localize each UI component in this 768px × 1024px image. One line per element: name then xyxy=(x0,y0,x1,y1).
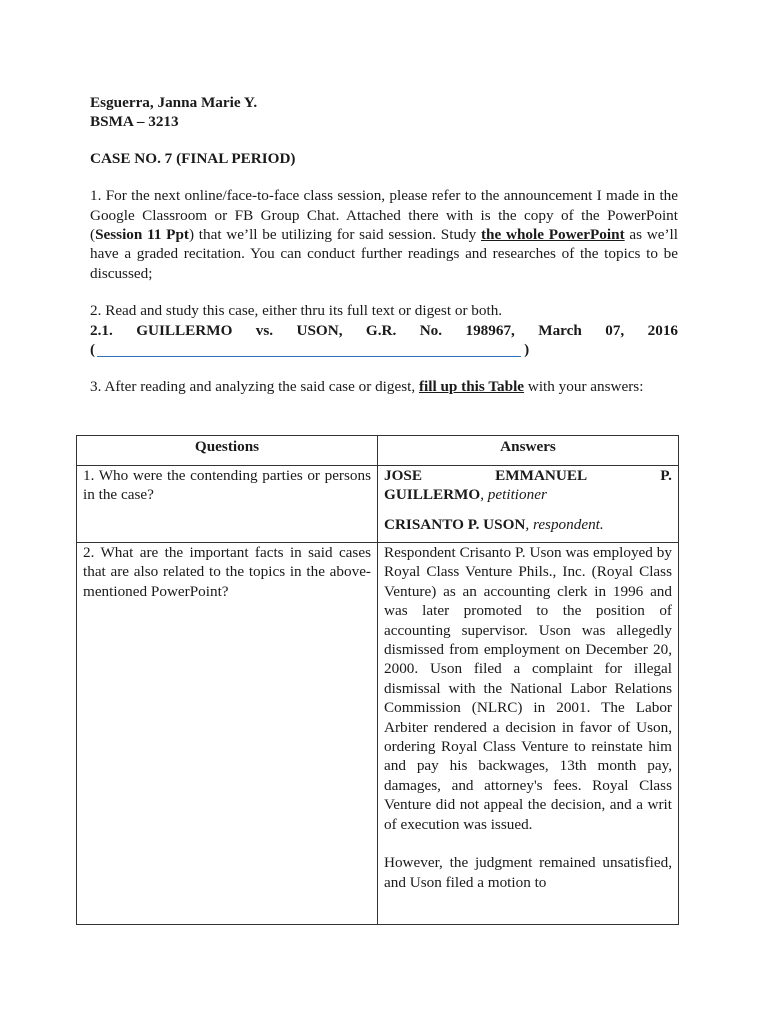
answer-paragraph-2: However, the judgment remained unsatisfied, and Uson filed a motion to xyxy=(384,854,672,891)
answer-paragraph-1: Respondent Crisanto P. Uson was employed by Royal Class Venture Phils., Inc. (Royal Class Venture) as an accounting clerk in 1996 and was later promoted to the position of accounting supervisor. Uson was allegedly dismissed from employment on December 20, 2000. Uson filed a complaint for illegal dismissal with the National Labor Relations Commission (NLRC) in 2001. The Labor Arbiter rendered a decision in favor of Uson, ordering Royal Class Venture to reinstate him and pay his backwages, 13th month pay, damages, and attorney's fees. Royal Class Venture did not appeal the decision, and a writ of execution was issued. xyxy=(384,544,672,833)
answers-header: Answers xyxy=(378,436,679,466)
instruction-3: 3. After reading and analyzing the said case or digest, fill up this Table with your answers: xyxy=(90,378,644,396)
instruction-1: 1. For the next online/face-to-face class session, please refer to the announcement I made in the Google Classroom or FB Group Chat. Attached there with is the copy of the PowerPoint (Session 11 Ppt) that we’ll be utilizing for said session. Study the whole PowerPoint as we’ll have a graded recitation. You can conduct further readings and researches of the topics to be discussed; xyxy=(90,187,678,282)
case-title: CASE NO. 7 (FINAL PERIOD) xyxy=(90,149,296,167)
link-underline[interactable] xyxy=(97,340,521,357)
question-cell: 2. What are the important facts in said cases that are also related to the topics in the above-mentioned PowerPoint? xyxy=(77,543,378,925)
respondent-line: CRISANTO P. USON, respondent. xyxy=(384,515,604,533)
petitioner-line: GUILLERMO, petitioner xyxy=(384,486,547,504)
petitioner-name-line: JOSE EMMANUEL P. xyxy=(384,467,672,484)
question-cell: 1. Who were the contending parties or persons in the case? xyxy=(77,466,378,543)
table-row xyxy=(77,466,679,543)
questions-header: Questions xyxy=(77,436,378,466)
student-section: BSMA – 3213 xyxy=(90,113,179,131)
case-reference: 2.1. GUILLERMO vs. USON, G.R. No. 198967, March 07, 2016 xyxy=(90,321,678,339)
instruction-2: 2. Read and study this case, either thru its full text or digest or both. xyxy=(90,302,503,320)
table-header-row xyxy=(77,436,679,466)
document-body xyxy=(90,93,678,397)
table-row xyxy=(77,543,679,925)
student-name: Esguerra, Janna Marie Y. xyxy=(90,94,258,111)
answer-cell xyxy=(378,466,679,543)
case-link-blank: ( ) xyxy=(90,341,530,359)
qa-table xyxy=(76,435,679,925)
answer-cell xyxy=(378,543,679,925)
